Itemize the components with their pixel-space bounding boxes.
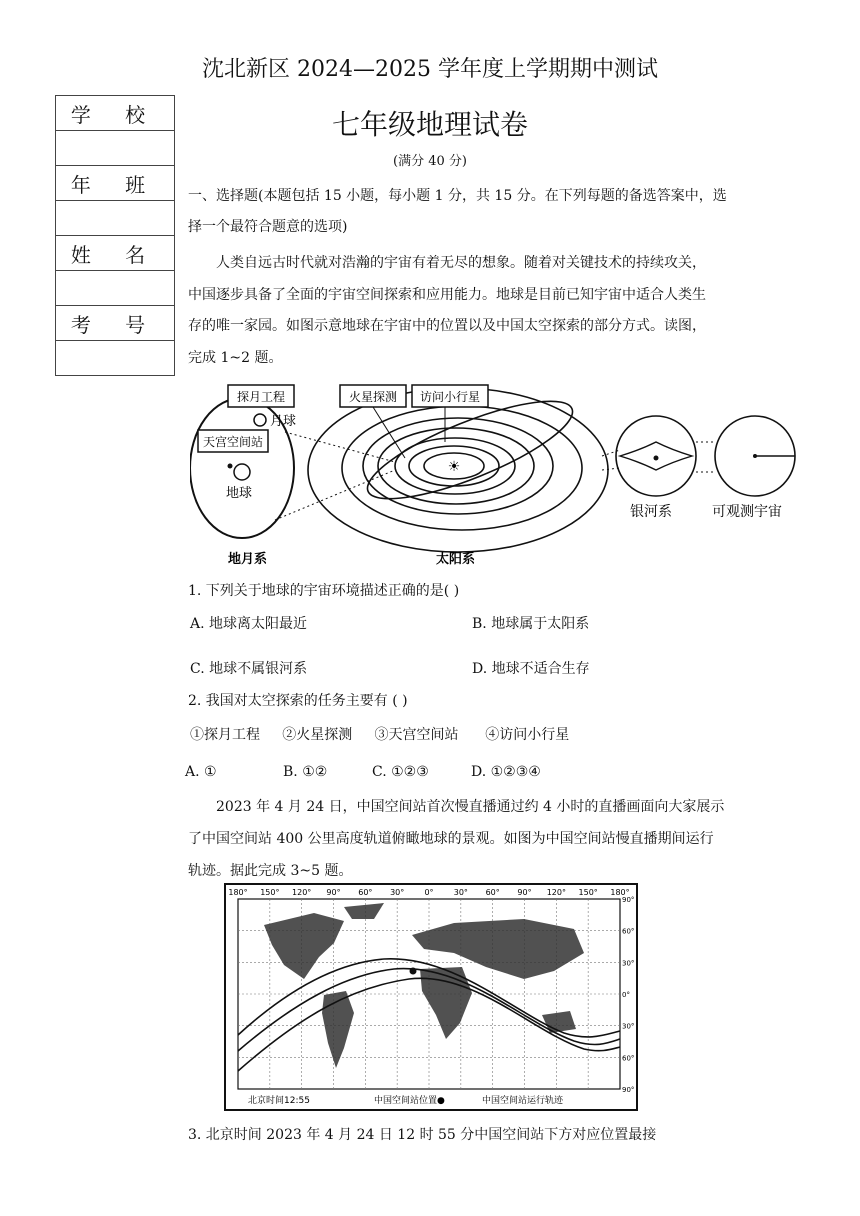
- sun-icon: ☀: [447, 459, 461, 475]
- paper-title: 七年级地理试卷: [331, 108, 528, 141]
- exam-title: 沈北新区 2024—2025 学年度上学期期中测试: [202, 57, 658, 82]
- latitude-tick-label: 0°: [622, 991, 630, 999]
- intro2-line1: 2023 年 4 月 24 日，中国空间站首次慢直播通过约 4 小时的直播画面向大家展示: [216, 799, 725, 815]
- mars-probe-label: 火星探测: [348, 390, 398, 404]
- q2-option-c[interactable]: C. ①②③: [372, 764, 429, 780]
- q2-items: ①探月工程 ②火星探测 ③天宫空间站 ④访问小行星: [190, 727, 570, 743]
- intro2-line2: 了中国空间站 400 公里高度轨道俯瞰地球的景观。如图为中国空间站慢直播期间运行: [188, 831, 714, 847]
- moon-icon: [254, 414, 266, 426]
- q1-option-c[interactable]: C. 地球不属银河系: [190, 661, 308, 677]
- longitude-tick-label: 150°: [260, 888, 280, 897]
- longitude-tick-label: 120°: [546, 888, 566, 897]
- name-label: 姓 名: [56, 236, 175, 271]
- observable-universe-label: 可观测宇宙: [712, 504, 782, 520]
- asteroid-visit-label: 访问小行星: [419, 390, 481, 404]
- q2-option-b[interactable]: B. ①②: [283, 764, 328, 780]
- solar-system-label: 太阳系: [436, 552, 476, 567]
- tiangong-label: 天宫空间站: [202, 435, 264, 449]
- longitude-tick-label: 60°: [358, 888, 373, 897]
- moon-project-label: 探月工程: [236, 390, 286, 404]
- intro-line3: 存的唯一家园。如图示意地球在宇宙中的位置以及中国太空探索的部分方式。读图，: [188, 318, 706, 334]
- total-score: (满分 40 分): [393, 154, 467, 169]
- section-heading-line1: 一、选择题(本题包括 15 小题，每小题 1 分，共 15 分。在下列每题的备选答案中，选: [188, 188, 727, 204]
- q1-stem: 1. 下列关于地球的宇宙环境描述正确的是( ): [188, 583, 460, 599]
- class-label: 年 班: [56, 166, 175, 201]
- latitude-tick-label: 30°: [622, 1022, 635, 1031]
- longitude-tick-label: 90°: [326, 888, 341, 897]
- earth-icon: [234, 464, 250, 480]
- q1-option-a[interactable]: A. 地球离太阳最近: [190, 616, 308, 632]
- q2-stem: 2. 我国对太空探索的任务主要有 ( ): [188, 693, 408, 709]
- school-field[interactable]: [56, 131, 175, 166]
- legend-track: 中国空间站运行轨迹: [482, 1096, 564, 1106]
- cosmic-position-diagram: [190, 380, 800, 570]
- longitude-tick-label: 60°: [485, 888, 500, 897]
- section-heading-line2: 择一个最符合题意的选项): [188, 219, 348, 235]
- student-info-table: [55, 95, 175, 376]
- longitude-tick-label: 180°: [610, 888, 630, 897]
- longitude-tick-label: 150°: [578, 888, 598, 897]
- moon-label: 月球: [270, 414, 297, 429]
- name-field[interactable]: [56, 271, 175, 306]
- intro-line4: 完成 1~2 题。: [188, 350, 283, 366]
- exam-number-field[interactable]: [56, 341, 175, 376]
- q3-stem: 3. 北京时间 2023 年 4 月 24 日 12 时 55 分中国空间站下方对应位置最接: [188, 1127, 657, 1143]
- exam-number-label: 考 号: [56, 306, 175, 341]
- milky-way-label: 银河系: [630, 504, 672, 520]
- latitude-tick-label: 60°: [622, 927, 635, 936]
- longitude-tick-label: 0°: [424, 888, 434, 897]
- station-position-marker: [410, 968, 417, 975]
- longitude-tick-label: 120°: [292, 888, 312, 897]
- latitude-tick-label: 30°: [622, 959, 635, 968]
- legend-time: 北京时间12:55: [248, 1096, 310, 1106]
- longitude-tick-label: 180°: [228, 888, 248, 897]
- school-label: 学 校: [56, 96, 175, 131]
- intro-line1: 人类自远古时代就对浩瀚的宇宙有着无尽的想象。随着对关键技术的持续攻关，: [216, 255, 706, 271]
- legend-station: 中国空间站位置●: [374, 1096, 445, 1106]
- q1-option-d[interactable]: D. 地球不适合生存: [472, 661, 590, 677]
- intro2-line3: 轨迹。据此完成 3~5 题。: [188, 863, 353, 879]
- q2-option-a[interactable]: A. ①: [185, 764, 217, 780]
- q1-option-b[interactable]: B. 地球属于太阳系: [472, 616, 590, 632]
- latitude-tick-label: 90°: [622, 1086, 635, 1094]
- earth-label: 地球: [226, 486, 253, 501]
- latitude-tick-label: 60°: [622, 1054, 635, 1063]
- longitude-tick-label: 30°: [453, 888, 468, 897]
- longitude-tick-label: 30°: [390, 888, 405, 897]
- intro-line2: 中国逐步具备了全面的宇宙空间探索和应用能力。地球是目前已知宇宙中适合人类生: [188, 287, 706, 303]
- longitude-tick-label: 90°: [517, 888, 532, 897]
- class-field[interactable]: [56, 201, 175, 236]
- space-station-track-map: [224, 883, 638, 1111]
- q2-option-d[interactable]: D. ①②③④: [471, 764, 541, 780]
- earth-moon-system-label: 地月系: [228, 552, 268, 567]
- latitude-tick-label: 90°: [622, 896, 635, 904]
